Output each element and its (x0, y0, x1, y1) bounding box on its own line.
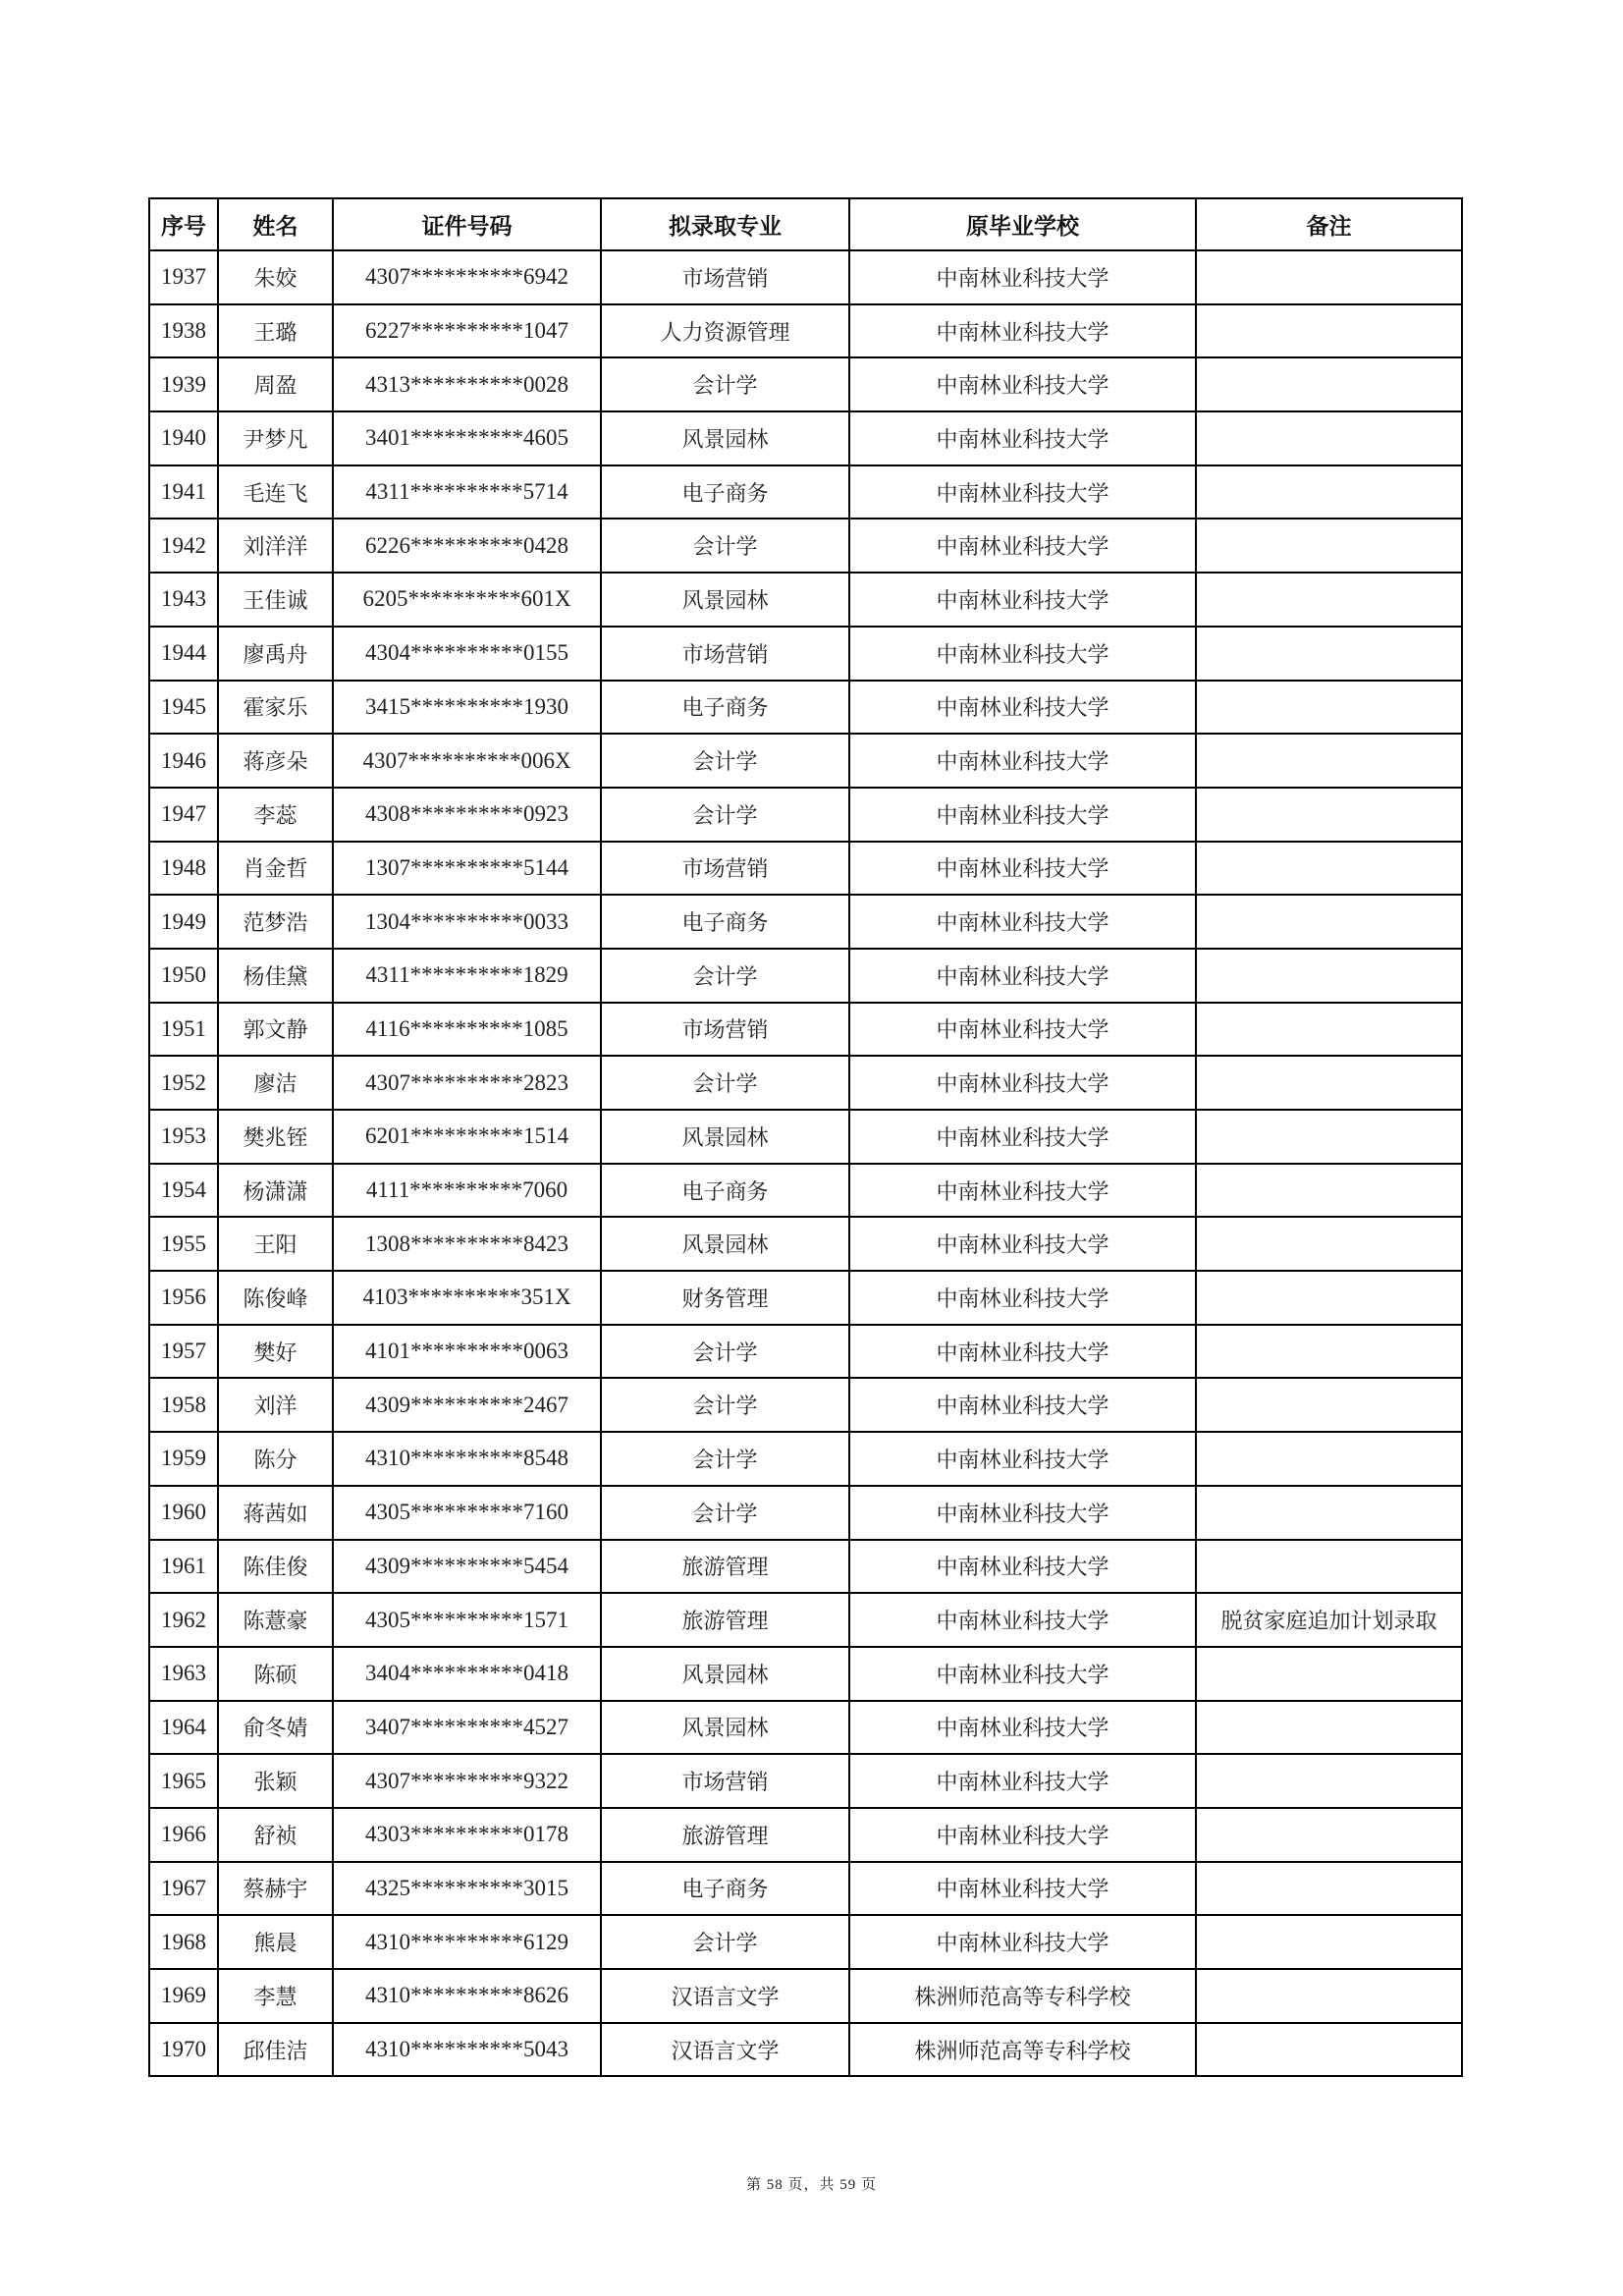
cell-remarks (1196, 627, 1462, 681)
table-row (149, 1110, 1462, 1164)
cell-id-number: 4325**********3015 (333, 1862, 601, 1916)
cell-name: 王佳诚 (218, 573, 333, 627)
cell-intended-major: 会计学 (601, 1486, 849, 1540)
cell-name: 邱佳洁 (218, 2023, 333, 2077)
cell-intended-major: 风景园林 (601, 573, 849, 627)
cell-former-school: 中南林业科技大学 (849, 895, 1196, 949)
cell-former-school: 株洲师范高等专科学校 (849, 2023, 1196, 2077)
cell-former-school: 中南林业科技大学 (849, 788, 1196, 842)
cell-serial-number: 1951 (149, 1003, 218, 1057)
cell-name: 李慧 (218, 1969, 333, 2023)
cell-remarks (1196, 895, 1462, 949)
cell-serial-number: 1953 (149, 1110, 218, 1164)
cell-former-school: 中南林业科技大学 (849, 1432, 1196, 1486)
cell-former-school: 中南林业科技大学 (849, 1217, 1196, 1271)
table-row (149, 465, 1462, 519)
cell-serial-number: 1956 (149, 1271, 218, 1325)
cell-remarks (1196, 842, 1462, 896)
cell-intended-major: 旅游管理 (601, 1593, 849, 1647)
table-row (149, 1754, 1462, 1808)
cell-id-number: 4307**********006X (333, 734, 601, 788)
cell-serial-number: 1965 (149, 1754, 218, 1808)
cell-serial-number: 1937 (149, 250, 218, 304)
cell-name: 蔡赫宇 (218, 1862, 333, 1916)
table-row (149, 1486, 1462, 1540)
cell-serial-number: 1950 (149, 949, 218, 1003)
cell-intended-major: 汉语言文学 (601, 1969, 849, 2023)
cell-intended-major: 会计学 (601, 1056, 849, 1110)
cell-intended-major: 风景园林 (601, 1110, 849, 1164)
table-row (149, 1271, 1462, 1325)
cell-former-school: 中南林业科技大学 (849, 1593, 1196, 1647)
cell-intended-major: 风景园林 (601, 1217, 849, 1271)
cell-intended-major: 市场营销 (601, 842, 849, 896)
cell-id-number: 1308**********8423 (333, 1217, 601, 1271)
cell-former-school: 中南林业科技大学 (849, 1003, 1196, 1057)
cell-id-number: 3401**********4605 (333, 411, 601, 465)
cell-remarks (1196, 681, 1462, 735)
cell-former-school: 中南林业科技大学 (849, 1378, 1196, 1432)
cell-serial-number: 1946 (149, 734, 218, 788)
cell-intended-major: 市场营销 (601, 1754, 849, 1808)
cell-former-school: 中南林业科技大学 (849, 573, 1196, 627)
cell-former-school: 中南林业科技大学 (849, 1808, 1196, 1862)
table-row (149, 1325, 1462, 1379)
cell-serial-number: 1969 (149, 1969, 218, 2023)
cell-intended-major: 市场营销 (601, 1003, 849, 1057)
cell-name: 陈薏豪 (218, 1593, 333, 1647)
cell-name: 杨佳黛 (218, 949, 333, 1003)
cell-id-number: 1307**********5144 (333, 842, 601, 896)
table-row (149, 1378, 1462, 1432)
cell-name: 郭文静 (218, 1003, 333, 1057)
cell-former-school: 中南林业科技大学 (849, 1701, 1196, 1755)
cell-serial-number: 1939 (149, 357, 218, 411)
table-row (149, 519, 1462, 573)
cell-id-number: 4305**********7160 (333, 1486, 601, 1540)
cell-name: 樊兆铚 (218, 1110, 333, 1164)
cell-name: 周盈 (218, 357, 333, 411)
cell-former-school: 中南林业科技大学 (849, 250, 1196, 304)
cell-name: 王阳 (218, 1217, 333, 1271)
page-number-footer: 第 58 页，共 59 页 (745, 2177, 877, 2193)
cell-former-school: 中南林业科技大学 (849, 1325, 1196, 1379)
cell-name: 陈分 (218, 1432, 333, 1486)
cell-remarks (1196, 519, 1462, 573)
cell-remarks (1196, 1647, 1462, 1701)
cell-remarks (1196, 2023, 1462, 2077)
cell-remarks (1196, 304, 1462, 358)
cell-serial-number: 1941 (149, 465, 218, 519)
cell-name: 廖洁 (218, 1056, 333, 1110)
cell-serial-number: 1940 (149, 411, 218, 465)
cell-serial-number: 1962 (149, 1593, 218, 1647)
cell-intended-major: 会计学 (601, 357, 849, 411)
cell-id-number: 4309**********2467 (333, 1378, 601, 1432)
cell-intended-major: 汉语言文学 (601, 2023, 849, 2077)
cell-former-school: 中南林业科技大学 (849, 681, 1196, 735)
cell-remarks (1196, 250, 1462, 304)
table-row (149, 1164, 1462, 1218)
table-row (149, 1915, 1462, 1969)
cell-serial-number: 1945 (149, 681, 218, 735)
cell-remarks (1196, 1271, 1462, 1325)
cell-id-number: 4307**********2823 (333, 1056, 601, 1110)
cell-remarks (1196, 1056, 1462, 1110)
cell-id-number: 4308**********0923 (333, 788, 601, 842)
cell-name: 陈佳俊 (218, 1540, 333, 1594)
cell-serial-number: 1944 (149, 627, 218, 681)
cell-id-number: 4305**********1571 (333, 1593, 601, 1647)
header-id-number: 证件号码 (333, 198, 601, 250)
cell-id-number: 4313**********0028 (333, 357, 601, 411)
table-row (149, 1647, 1462, 1701)
cell-former-school: 中南林业科技大学 (849, 1056, 1196, 1110)
cell-serial-number: 1943 (149, 573, 218, 627)
cell-serial-number: 1960 (149, 1486, 218, 1540)
table-row (149, 1593, 1462, 1647)
cell-remarks (1196, 1486, 1462, 1540)
table-row (149, 788, 1462, 842)
cell-intended-major: 会计学 (601, 734, 849, 788)
cell-former-school: 中南林业科技大学 (849, 519, 1196, 573)
table-row (149, 411, 1462, 465)
table-row (149, 842, 1462, 896)
cell-id-number: 6226**********0428 (333, 519, 601, 573)
table-row (149, 1862, 1462, 1916)
cell-remarks (1196, 1432, 1462, 1486)
cell-id-number: 4304**********0155 (333, 627, 601, 681)
cell-id-number: 4311**********1829 (333, 949, 601, 1003)
cell-remarks (1196, 1164, 1462, 1218)
cell-remarks (1196, 1217, 1462, 1271)
cell-remarks (1196, 573, 1462, 627)
cell-remarks (1196, 1701, 1462, 1755)
cell-id-number: 1304**********0033 (333, 895, 601, 949)
cell-name: 王璐 (218, 304, 333, 358)
cell-serial-number: 1954 (149, 1164, 218, 1218)
cell-name: 肖金哲 (218, 842, 333, 896)
cell-intended-major: 风景园林 (601, 411, 849, 465)
cell-serial-number: 1948 (149, 842, 218, 896)
table-row (149, 250, 1462, 304)
cell-name: 舒祯 (218, 1808, 333, 1862)
cell-remarks: 脱贫家庭追加计划录取 (1196, 1593, 1462, 1647)
cell-remarks (1196, 411, 1462, 465)
cell-intended-major: 电子商务 (601, 465, 849, 519)
cell-remarks (1196, 1862, 1462, 1916)
cell-remarks (1196, 1915, 1462, 1969)
cell-remarks (1196, 1969, 1462, 2023)
cell-former-school: 中南林业科技大学 (849, 1915, 1196, 1969)
cell-name: 李蕊 (218, 788, 333, 842)
cell-name: 刘洋 (218, 1378, 333, 1432)
cell-id-number: 6205**********601X (333, 573, 601, 627)
cell-intended-major: 市场营销 (601, 250, 849, 304)
cell-intended-major: 电子商务 (601, 681, 849, 735)
cell-intended-major: 市场营销 (601, 627, 849, 681)
cell-former-school: 中南林业科技大学 (849, 1486, 1196, 1540)
cell-former-school: 中南林业科技大学 (849, 357, 1196, 411)
table-row (149, 1540, 1462, 1594)
cell-name: 廖禹舟 (218, 627, 333, 681)
cell-former-school: 中南林业科技大学 (849, 1540, 1196, 1594)
cell-intended-major: 财务管理 (601, 1271, 849, 1325)
table-row (149, 1217, 1462, 1271)
cell-id-number: 4310**********5043 (333, 2023, 601, 2077)
cell-remarks (1196, 1110, 1462, 1164)
cell-remarks (1196, 734, 1462, 788)
cell-remarks (1196, 1754, 1462, 1808)
table-row (149, 734, 1462, 788)
cell-intended-major: 会计学 (601, 1325, 849, 1379)
cell-id-number: 4101**********0063 (333, 1325, 601, 1379)
cell-remarks (1196, 788, 1462, 842)
cell-name: 俞冬婧 (218, 1701, 333, 1755)
cell-name: 朱姣 (218, 250, 333, 304)
cell-intended-major: 电子商务 (601, 895, 849, 949)
cell-id-number: 4307**********9322 (333, 1754, 601, 1808)
table-row (149, 1969, 1462, 2023)
header-name: 姓名 (218, 198, 333, 250)
cell-intended-major: 会计学 (601, 949, 849, 1003)
cell-former-school: 中南林业科技大学 (849, 1862, 1196, 1916)
cell-former-school: 中南林业科技大学 (849, 949, 1196, 1003)
cell-former-school: 株洲师范高等专科学校 (849, 1969, 1196, 2023)
cell-intended-major: 旅游管理 (601, 1808, 849, 1862)
cell-id-number: 4310**********8626 (333, 1969, 601, 2023)
cell-intended-major: 会计学 (601, 1432, 849, 1486)
cell-id-number: 4111**********7060 (333, 1164, 601, 1218)
cell-serial-number: 1938 (149, 304, 218, 358)
cell-serial-number: 1958 (149, 1378, 218, 1432)
cell-remarks (1196, 357, 1462, 411)
table-row (149, 1056, 1462, 1110)
table-header-row (149, 198, 1462, 250)
cell-serial-number: 1961 (149, 1540, 218, 1594)
cell-id-number: 4307**********6942 (333, 250, 601, 304)
cell-intended-major: 风景园林 (601, 1647, 849, 1701)
cell-name: 霍家乐 (218, 681, 333, 735)
cell-name: 尹梦凡 (218, 411, 333, 465)
header-serial-number: 序号 (149, 198, 218, 250)
cell-intended-major: 会计学 (601, 788, 849, 842)
cell-serial-number: 1959 (149, 1432, 218, 1486)
cell-former-school: 中南林业科技大学 (849, 734, 1196, 788)
cell-id-number: 4310**********8548 (333, 1432, 601, 1486)
cell-former-school: 中南林业科技大学 (849, 304, 1196, 358)
cell-id-number: 4310**********6129 (333, 1915, 601, 1969)
cell-id-number: 3404**********0418 (333, 1647, 601, 1701)
table-row (149, 2023, 1462, 2077)
cell-remarks (1196, 1325, 1462, 1379)
cell-intended-major: 会计学 (601, 1915, 849, 1969)
cell-serial-number: 1952 (149, 1056, 218, 1110)
cell-intended-major: 会计学 (601, 1378, 849, 1432)
cell-former-school: 中南林业科技大学 (849, 1271, 1196, 1325)
cell-former-school: 中南林业科技大学 (849, 411, 1196, 465)
cell-id-number: 4116**********1085 (333, 1003, 601, 1057)
cell-remarks (1196, 465, 1462, 519)
cell-intended-major: 电子商务 (601, 1862, 849, 1916)
cell-remarks (1196, 1378, 1462, 1432)
cell-id-number: 4309**********5454 (333, 1540, 601, 1594)
cell-remarks (1196, 1540, 1462, 1594)
table-row (149, 1808, 1462, 1862)
cell-intended-major: 会计学 (601, 519, 849, 573)
cell-intended-major: 电子商务 (601, 1164, 849, 1218)
cell-former-school: 中南林业科技大学 (849, 465, 1196, 519)
table-row (149, 681, 1462, 735)
table-row (149, 949, 1462, 1003)
cell-name: 范梦浩 (218, 895, 333, 949)
cell-former-school: 中南林业科技大学 (849, 627, 1196, 681)
cell-serial-number: 1966 (149, 1808, 218, 1862)
cell-name: 熊晨 (218, 1915, 333, 1969)
cell-serial-number: 1942 (149, 519, 218, 573)
table-row (149, 1701, 1462, 1755)
table-row (149, 1432, 1462, 1486)
cell-name: 刘洋洋 (218, 519, 333, 573)
cell-name: 杨潇潇 (218, 1164, 333, 1218)
cell-id-number: 4103**********351X (333, 1271, 601, 1325)
cell-serial-number: 1970 (149, 2023, 218, 2077)
header-remarks: 备注 (1196, 198, 1462, 250)
cell-former-school: 中南林业科技大学 (849, 1164, 1196, 1218)
cell-name: 蒋茜如 (218, 1486, 333, 1540)
cell-intended-major: 旅游管理 (601, 1540, 849, 1594)
table-body (149, 250, 1462, 2076)
table-row (149, 304, 1462, 358)
table-row (149, 357, 1462, 411)
cell-serial-number: 1964 (149, 1701, 218, 1755)
cell-name: 蒋彦朵 (218, 734, 333, 788)
cell-id-number: 3415**********1930 (333, 681, 601, 735)
cell-intended-major: 风景园林 (601, 1701, 849, 1755)
cell-serial-number: 1967 (149, 1862, 218, 1916)
header-intended-major: 拟录取专业 (601, 198, 849, 250)
cell-former-school: 中南林业科技大学 (849, 1754, 1196, 1808)
cell-serial-number: 1947 (149, 788, 218, 842)
cell-former-school: 中南林业科技大学 (849, 1110, 1196, 1164)
cell-id-number: 4311**********5714 (333, 465, 601, 519)
cell-name: 陈硕 (218, 1647, 333, 1701)
cell-remarks (1196, 1003, 1462, 1057)
table-row (149, 895, 1462, 949)
table-row (149, 627, 1462, 681)
admission-list-table (148, 197, 1463, 2077)
cell-id-number: 3407**********4527 (333, 1701, 601, 1755)
table-row (149, 1003, 1462, 1057)
cell-id-number: 6227**********1047 (333, 304, 601, 358)
cell-name: 陈俊峰 (218, 1271, 333, 1325)
cell-remarks (1196, 1808, 1462, 1862)
cell-former-school: 中南林业科技大学 (849, 1647, 1196, 1701)
cell-remarks (1196, 949, 1462, 1003)
cell-serial-number: 1968 (149, 1915, 218, 1969)
cell-serial-number: 1963 (149, 1647, 218, 1701)
cell-name: 毛连飞 (218, 465, 333, 519)
cell-serial-number: 1955 (149, 1217, 218, 1271)
cell-id-number: 4303**********0178 (333, 1808, 601, 1862)
cell-serial-number: 1957 (149, 1325, 218, 1379)
cell-name: 张颖 (218, 1754, 333, 1808)
cell-id-number: 6201**********1514 (333, 1110, 601, 1164)
header-former-school: 原毕业学校 (849, 198, 1196, 250)
cell-serial-number: 1949 (149, 895, 218, 949)
table-row (149, 573, 1462, 627)
cell-name: 樊好 (218, 1325, 333, 1379)
cell-intended-major: 人力资源管理 (601, 304, 849, 358)
cell-former-school: 中南林业科技大学 (849, 842, 1196, 896)
